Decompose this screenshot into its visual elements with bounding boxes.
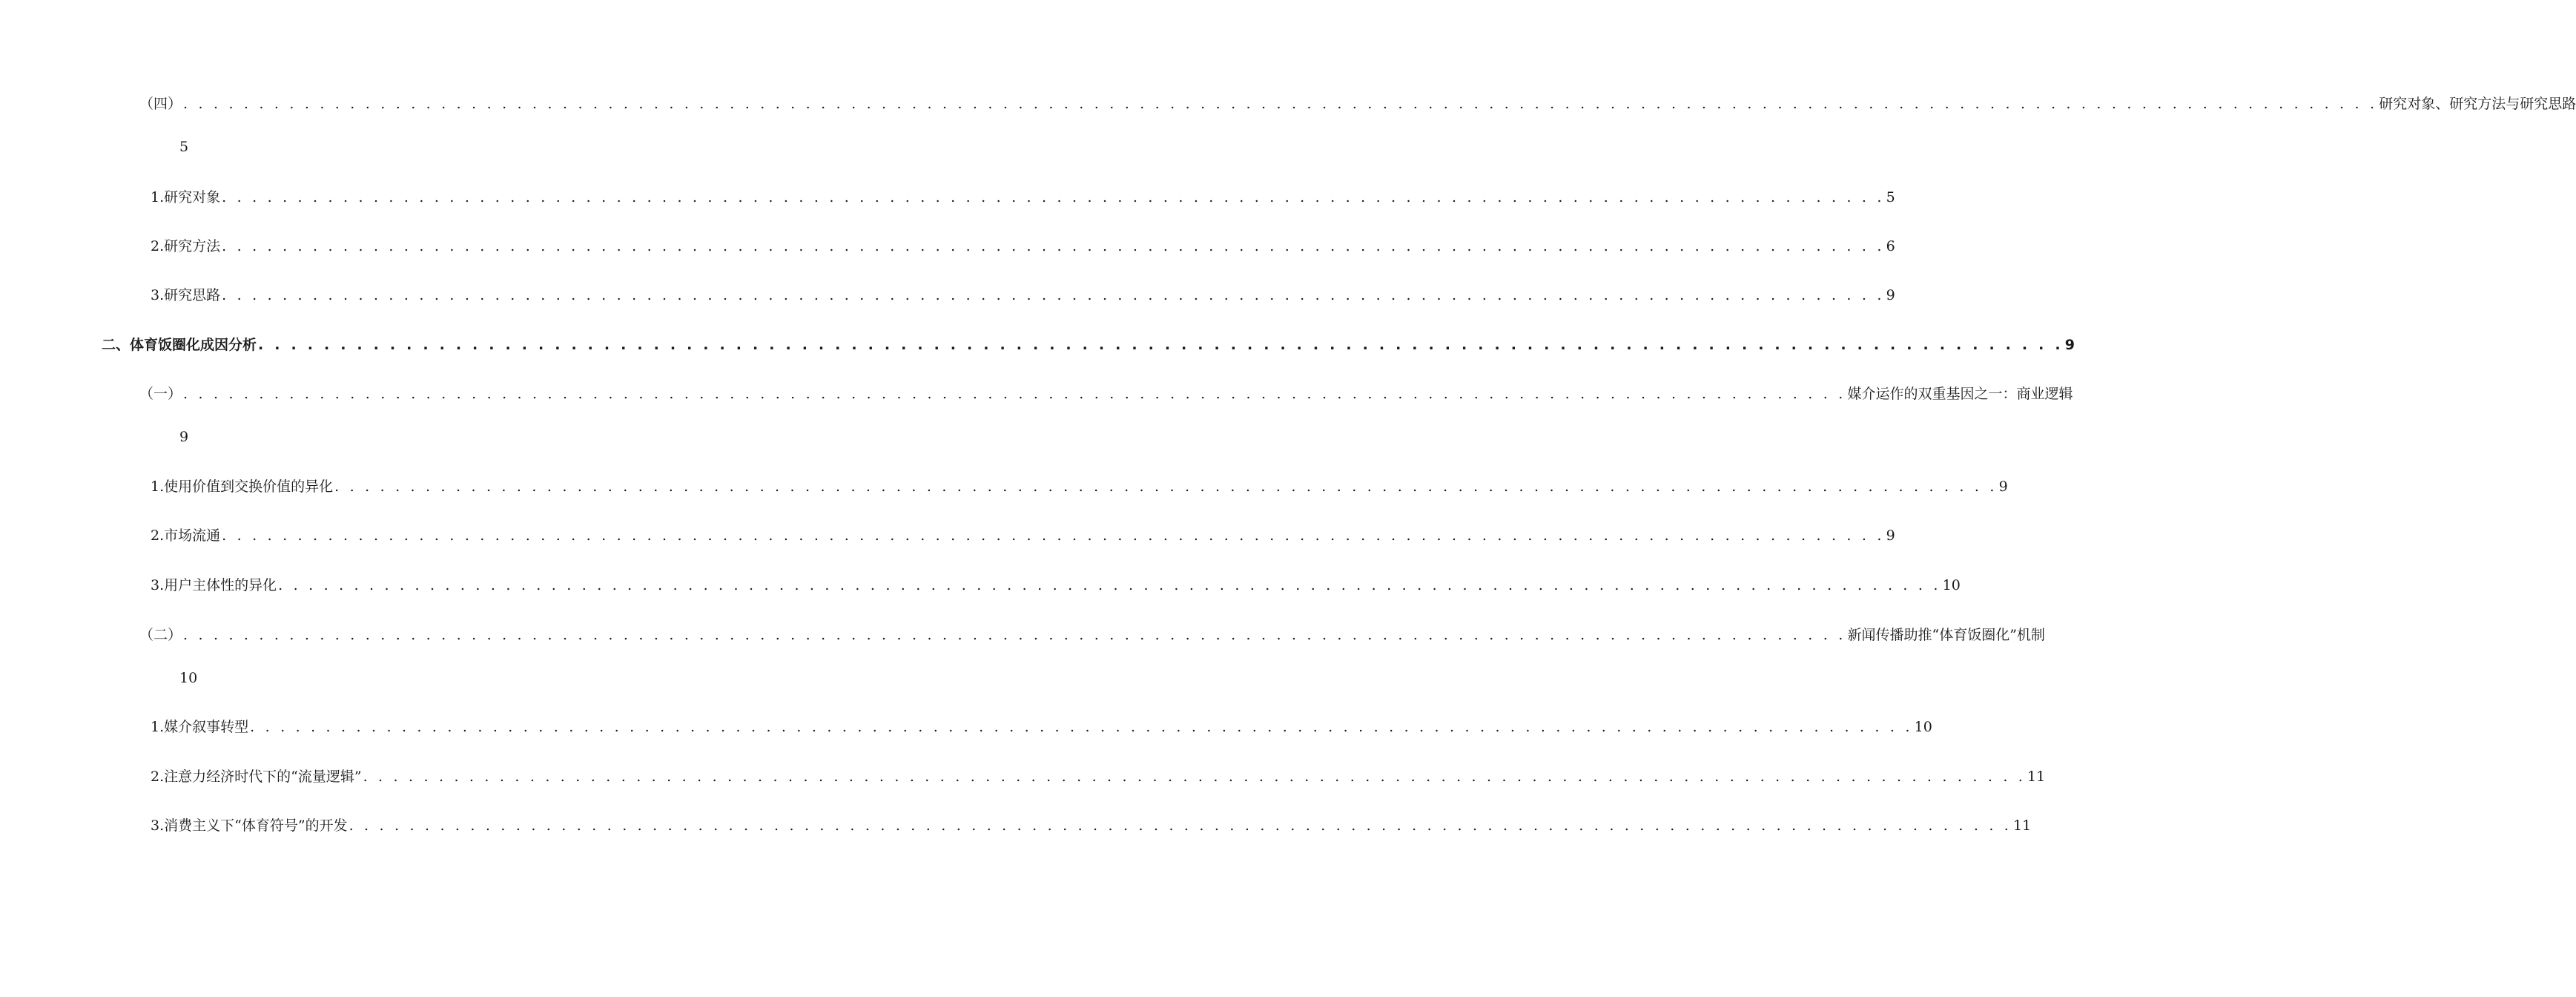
toc-entry-number: 3. [151,287,165,303]
toc-leader-dots: . . . . . . . . . . . . . . . . . . . . . . . . . . . . . . . . . . . . . . . . . . . . . . . . . . . . . . . . . . . . . . . . . . . . . . . . . . . . . . . . . . . . . . . . . . . . . . . . . . . . . . . . . . . . . . [278,577,1941,593]
toc-leader-dots: . . . . . . . . . . . . . . . . . . . . . . . . . . . . . . . . . . . . . . . . . . . . . . . . . . . . . . . . . . . . . . . . . . . . . . . . . . . . . . . . . . . . . . . . . . . . . . . . . . . . . . . . . . . . . . [363,769,2027,785]
toc-entry-title: 注意力经济时代下的“流量逻辑” [164,769,362,785]
toc-leader-dots: . . . . . . . . . . . . . . . . . . . . . . . . . . . . . . . . . . . . . . . . . . . . . . . . . . . . . . . . . . . . . . . . . . . . . . . . . . . . . . . . . . . . . . . . . . . . . . . . . . . . . . . . . . . . . . [183,627,1846,643]
toc-entry-number: 1. [151,719,165,735]
toc-entry-number: 二、 [102,337,131,353]
toc-entry-number: （二） [139,627,182,643]
toc-entry[interactable] [151,575,1961,596]
toc-entry-title: 消费主义下“体育符号”的开发 [164,817,348,834]
toc-entry[interactable] [151,766,2046,787]
toc-entry-title: 市场流通 [164,527,221,544]
toc-entry[interactable] [151,525,1895,546]
toc-entry-page-number: 9 [1886,287,1895,303]
toc-entry-page-number: 9 [1886,527,1895,544]
toc-entry-title: 研究思路 [164,287,221,303]
toc-entry-page-number: 10 [179,670,198,686]
toc-entry-page-number: 6 [1886,238,1895,254]
toc-entry-number: 2. [151,769,165,785]
toc-entry-number: 3. [151,577,165,593]
toc-leader-dots: . . . . . . . . . . . . . . . . . . . . . . . . . . . . . . . . . . . . . . . . . . . . . . . . . . . . . . . . . . . . . . . . . . . . . . . . . . . . . . . . . . . . . . . . . . . . . . . . . . . . . . . . . . . . . . [222,287,1885,303]
toc-entry-number: 1. [151,478,165,495]
toc-entry[interactable] [151,236,1895,257]
toc-entry-page-number: 10 [1914,719,1932,735]
toc-leader-dots: . . . . . . . . . . . . . . . . . . . . . . . . . . . . . . . . . . . . . . . . . . . . . . . . . . . . . . . . . . . . . . . . . . . . . . . . . . . . . . . . . . . . . . . . . . . . . . . . . . . . . . . . . . . . . . [222,238,1885,254]
toc-entry-page-number: 11 [2013,817,2032,834]
toc-entry-title: 使用价值到交换价值的异化 [164,478,334,495]
toc-entry-title: 研究对象、研究方法与研究思路 [2379,96,2576,112]
toc-entry[interactable] [151,815,2032,836]
toc-entry-number: 1. [151,189,165,205]
toc-entry-title: 新闻传播助推“体育饭圈化”机制 [1847,627,2045,643]
toc-leader-dots: . . . . . . . . . . . . . . . . . . . . . . . . . . . . . . . . . . . . . . . . . . . . . . . . . . . . . . . . . . . . . . . . . . . . . . . . . . . . . . . . . . . . . . . . . . . . . . . . . . . . . . . . . . . . . . [183,386,1846,402]
toc-entry-page-number: 5 [1886,189,1895,205]
toc-leader-dots: . . . . . . . . . . . . . . . . . . . . . . . . . . . . . . . . . . . . . . . . . . . . . . . . . . . . . . . . . . . . . . . . . . . . . . . . . . . . . . . . . . . . . . . . . . . . . . . . . . . . . . . . . . . . . . [250,719,1913,735]
toc-entry-number: 2. [151,527,165,544]
toc-leader-dots: . . . . . . . . . . . . . . . . . . . . . . . . . . . . . . . . . . . . . . . . . . . . . . . . . . . . . . . . . . . . . . . . . . . . . . . . . . . . . . . . . . . . . . . . . . . . . . . . . . . . . . . . . . . . . . [334,478,1998,495]
toc-entry-section-1[interactable] [139,384,2073,404]
toc-entry-page-number: 9 [179,429,189,445]
toc-entry[interactable] [151,476,2008,497]
toc-entry-title: 媒介叙事转型 [164,719,249,735]
toc-entry-title: 研究对象 [164,189,221,205]
toc-leader-dots: . . . . . . . . . . . . . . . . . . . . . . . . . . . . . . . . . . . . . . . . . . . . . . . . . . . . . . . . . . . . . . . . . . . . . . . . . . . . . . . . . . . . . . . . . . . . . . . . . . . . . . . . . . . . . . [222,527,1885,544]
toc-entry-page-number: 9 [2064,337,2075,353]
toc-entry-title: 用户主体性的异化 [164,577,277,593]
toc-leader-dots: . . . . . . . . . . . . . . . . . . . . . . . . . . . . . . . . . . . . . . . . . . . . . . . . . . . . . . . . . . . . . . . . . . . . . . . . . . . . . . . . . . . . . . . . . . . . . . . . . . . . . . . . . . . . . . . . . . . . . . . . . . . . . . . . . . . . . . . . . . . . . . . . . [183,96,2378,112]
toc-entry-title: 媒介运作的双重基因之一：商业逻辑 [1847,386,2073,402]
toc-entry-title: 研究方法 [164,238,221,254]
toc-entry-number: （四） [139,96,182,112]
toc-entry-number: 2. [151,238,165,254]
toc-entry-page-number: 10 [1942,577,1961,593]
toc-entry-page-number: 9 [1998,478,2008,495]
toc-entry-title: 体育饭圈化成因分析 [130,337,257,353]
toc-entry-number: （一） [139,386,182,402]
toc-entry-page-number: 11 [2027,769,2046,785]
toc-chapter-entry[interactable] [102,335,2075,355]
toc-entry[interactable] [151,717,1932,737]
toc-entry-page-number: 5 [179,139,189,155]
toc-leader-dots: . . . . . . . . . . . . . . . . . . . . . . . . . . . . . . . . . . . . . . . . . . . . . . . . . . . . . . . . . . . . . . . . . . . . . . . . . . . . . . . . . . . . . . . . . . . . . . . . . . . . . . . . . . . . . . [349,817,2012,834]
toc-leader-dots: . . . . . . . . . . . . . . . . . . . . . . . . . . . . . . . . . . . . . . . . . . . . . . . . . . . . . . . . . . . . . . . . . . . . . . . . . . . . . . . . . . . . . . . . . . . . . . . . . . . . . . . . . . . . . . [222,189,1885,205]
toc-entry-section-4[interactable] [139,93,2576,114]
toc-entry[interactable] [151,285,1895,306]
toc-entry[interactable] [151,187,1895,208]
toc-entry-section-2[interactable] [139,625,2045,645]
toc-entry-number: 3. [151,817,165,834]
toc-leader-dots: . . . . . . . . . . . . . . . . . . . . . . . . . . . . . . . . . . . . . . . . . . . . . . . . . . . . . . . . . . . . . . . . . . . . . . . . . . . . . . . . . . . . . . . . . . . . . . . . . . . . . . . . . . . . . . [258,337,2064,353]
